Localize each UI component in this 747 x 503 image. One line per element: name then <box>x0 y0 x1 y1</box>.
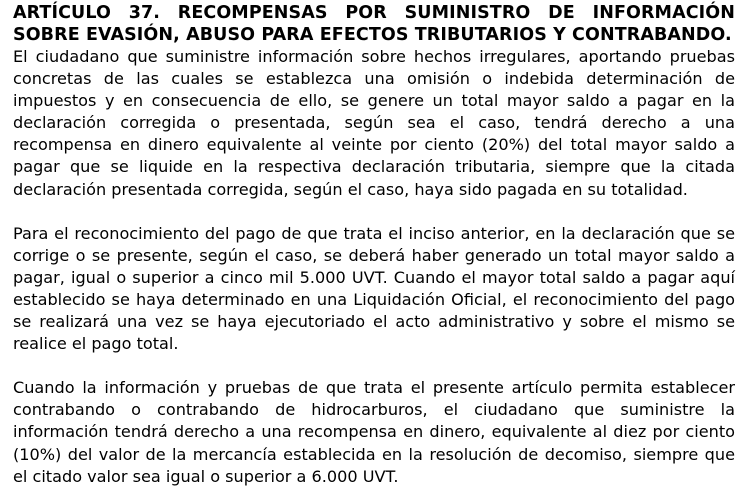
paragraph-3: Cuando la información y pruebas de que trata el presente artículo permita establecer contrabando o contrabando de hidrocarburos, el ciudadano que suministre la información tendrá derecho a una recompensa en dinero, equivalente al diez por ciento (10%) del valor de la mercancía establecida en la resolución de decomiso, siempre que el citado valor sea igual o superior a 6.000 UVT. <box>13 378 735 486</box>
paragraph-spacer <box>13 355 735 377</box>
article-title: ARTÍCULO 37. RECOMPENSAS POR SUMINISTRO DE INFORMACIÓN SOBRE EVASIÓN, ABUSO PARA EFECTOS TRIBUTARIOS Y CONTRABANDO. <box>13 3 735 45</box>
paragraph-1: El ciudadano que suministre información sobre hechos irregulares, aportando pruebas concretas de las cuales se establezca una omisión o indebida determinación de impuestos y en consecuencia de ello, se genere un total mayor saldo a pagar en la declaración corregida o presentada, según sea el caso, tendrá derecho a una recompensa en dinero equivalente al veinte por ciento (20%) del total mayor saldo a pagar que se liquide en la respectiva declaración tributaria, siempre que la citada declaración presentada corregida, según el caso, haya sido pagada en su totalidad. <box>13 47 735 199</box>
paragraph-2: Para el reconocimiento del pago de que trata el inciso anterior, en la declaración que se corrige o se presente, según el caso, se deberá haber generado un total mayor saldo a pagar, igual o superior a cinco mil 5.000 UVT. Cuando el mayor total saldo a pagar aquí establecido se haya determinado en una Liquidación Oficial, el reconocimiento del pago se realizará una vez se haya ejecutoriado el acto administrativo y sobre el mismo se realice el pago total. <box>13 223 735 354</box>
paragraph-spacer <box>13 201 735 223</box>
document-page <box>13 2 735 488</box>
